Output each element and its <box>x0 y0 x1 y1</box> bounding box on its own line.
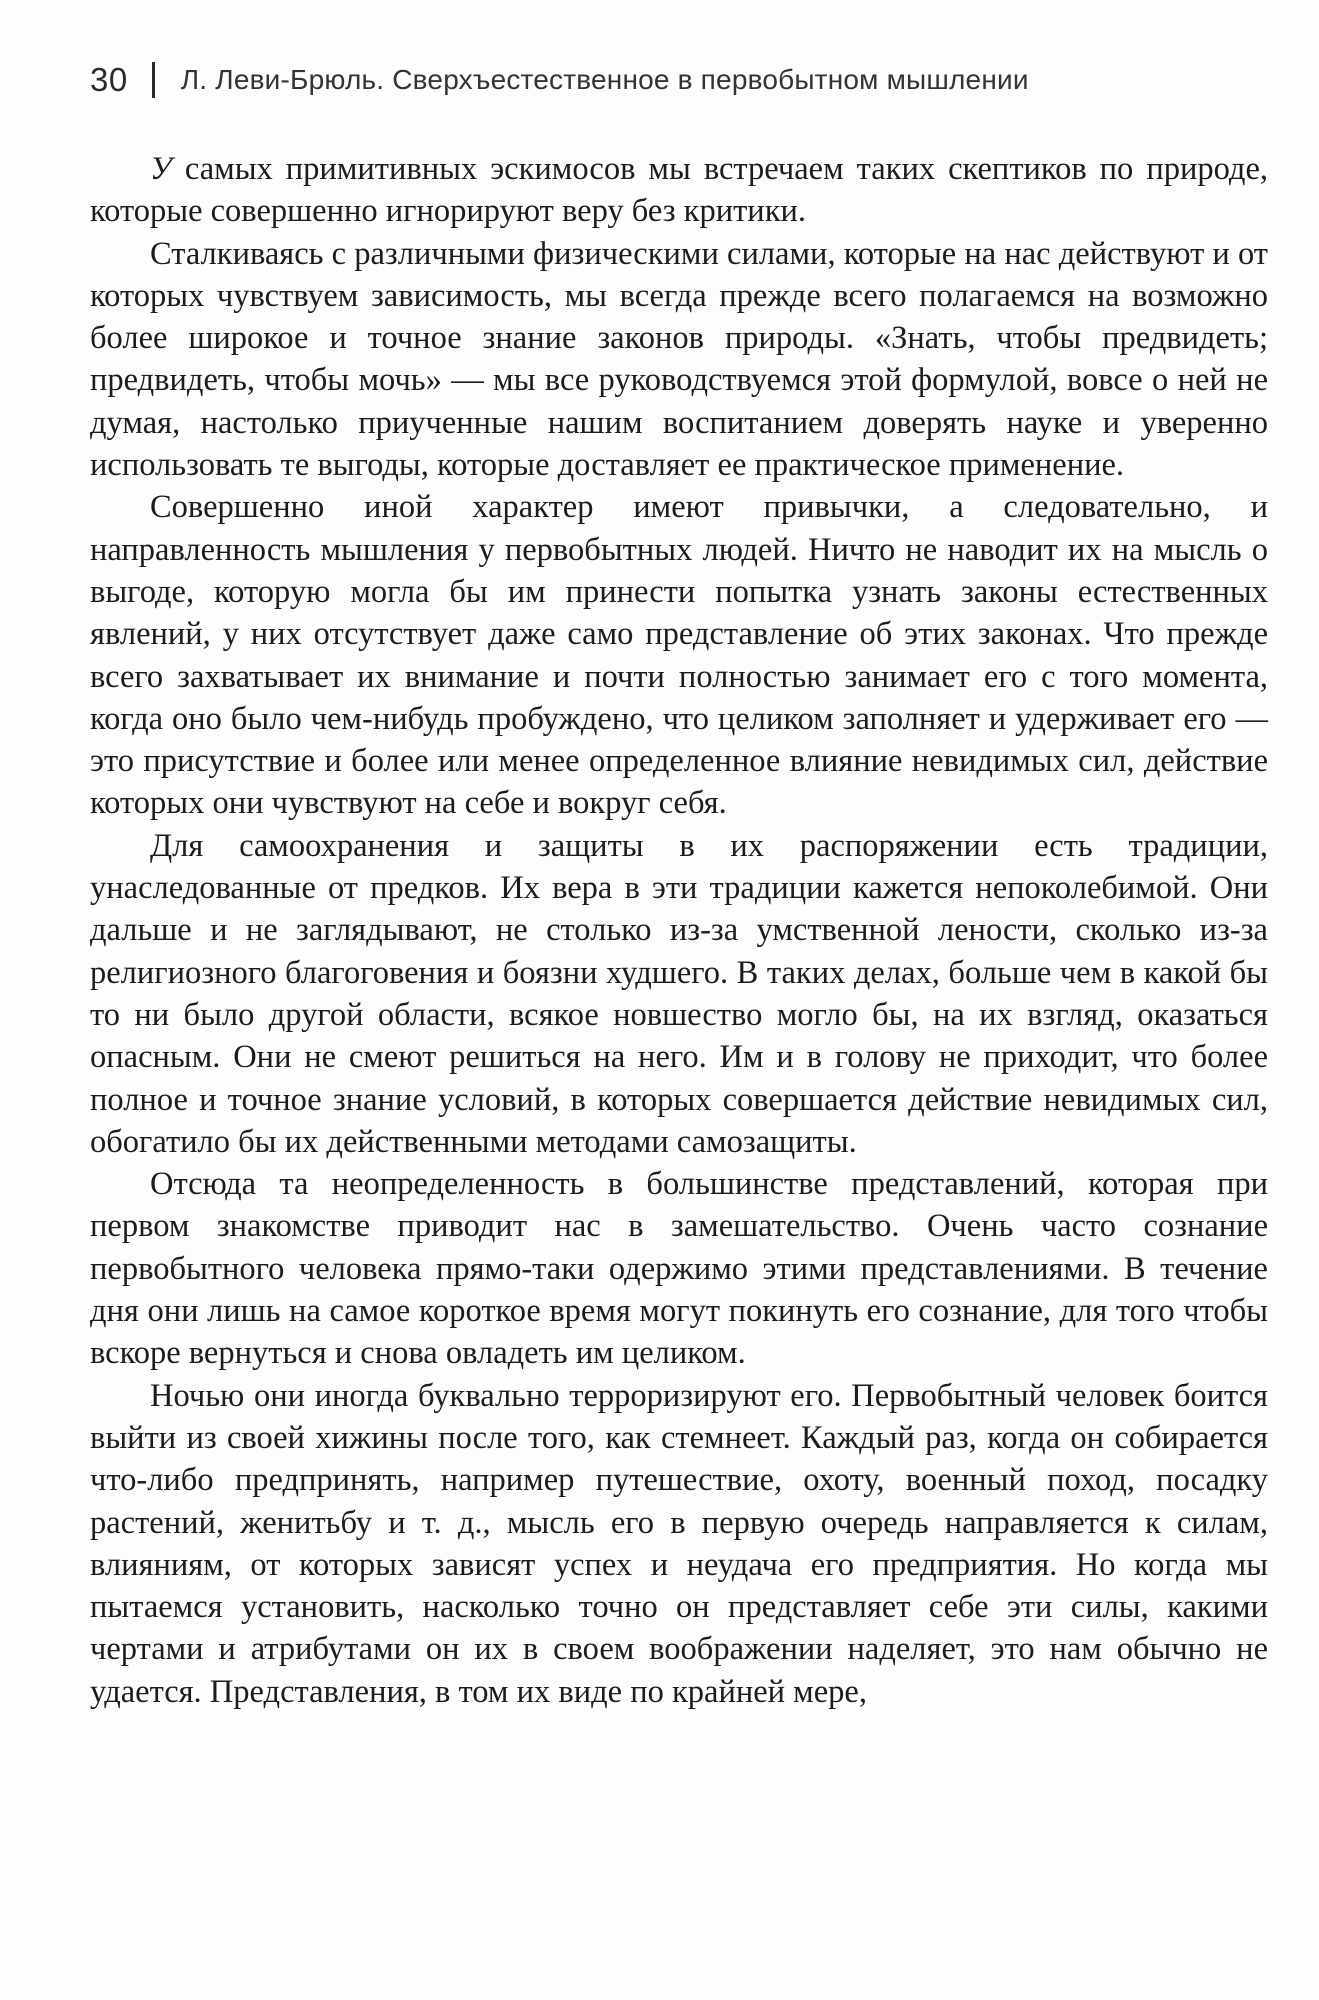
paragraph-2: Сталкиваясь с различными физическими силами, которые на нас действуют и от которых чувствуем зависимость, мы всегда прежде всего полагаемся на возможно более широкое и точное знание законов природы. «Знать, чтобы предвидеть; предвидеть, чтобы мочь» — мы все руководствуемся этой формулой, вовсе о ней не думая, настолько приученные нашим воспитанием доверять науке и уверенно использовать те выгоды, которые доставляет ее практическое применение. <box>90 235 1268 484</box>
running-title: Л. Леви-Брюль. Сверхъестественное в первобытном мышлении <box>180 64 1029 95</box>
paragraph-3: Совершенно иной характер имеют привычки, а следовательно, и направленность мышления у первобытных людей. Ничто не наводит их на мысль о выгоде, которую могла бы им принести попытка узнать законы естественных явлений, у них отсутствует даже само представление об этих законах. Что прежде всего захватывает их внимание и почти полностью занимает его с того момента, когда оно было чем-нибудь пробуждено, что целиком заполняет и удерживает его — это присутствие и более или менее определенное влияние невидимых сил, действие которых они чувствуют на себе и вокруг себя. <box>90 489 1268 822</box>
paragraph-5: Отсюда та неопределенность в большинстве представлений, которая при первом знакомстве приводит нас в замешательство. Очень часто сознание первобытного человека прямо-таки одержимо этими представлениями. В течение дня они лишь на самое короткое время могут покинуть его сознание, для того чтобы вскоре вернуться и снова овладеть им целиком. <box>90 1166 1268 1372</box>
paragraph-1-italic-lead: У <box>150 151 172 187</box>
running-header <box>90 50 1250 110</box>
header-separator <box>152 62 155 98</box>
paragraph-1 <box>90 148 1268 233</box>
paragraph-1-text: самых примитивных эскимосов мы встречаем таких скептиков по природе, которые совершенно игнорируют веру без критики. <box>90 151 1268 230</box>
paragraph-6: Ночью они иногда буквально терроризируют его. Первобытный человек боится выйти из своей хижины после того, как стемнеет. Каждый раз, когда он собирается что-либо предпринять, например путешествие, охоту, военный поход, посадку растений, женитьбу и т. д., мысль его в первую очередь направляется к силам, влияниям, от которых зависят успех и неудача его предприятия. Но когда мы пытаемся установить, насколько точно он представляет себе эти силы, какими чертами и атрибутами он их в своем воображении наделяет, это нам обычно не удается. Представления, в том их виде по крайней мере, <box>90 1377 1268 1710</box>
page-number: 30 <box>90 61 128 98</box>
paragraph-4: Для самоохранения и защиты в их распоряжении есть традиции, унаследованные от предков. Их вера в эти традиции кажется непоколебимой. Они дальше и не заглядывают, не столько из-за умственной лености, сколько из-за религиозного благоговения и боязни худшего. В таких делах, больше чем в какой бы то ни было другой области, всякое новшество могло бы, на их взгляд, оказаться опасным. Они не смеют решиться на него. Им и в голову не приходит, что более полное и точное знание условий, в которых совершается действие невидимых сил, обогатило бы их действенными методами самозащиты. <box>90 827 1268 1160</box>
body-text <box>90 148 1268 1713</box>
